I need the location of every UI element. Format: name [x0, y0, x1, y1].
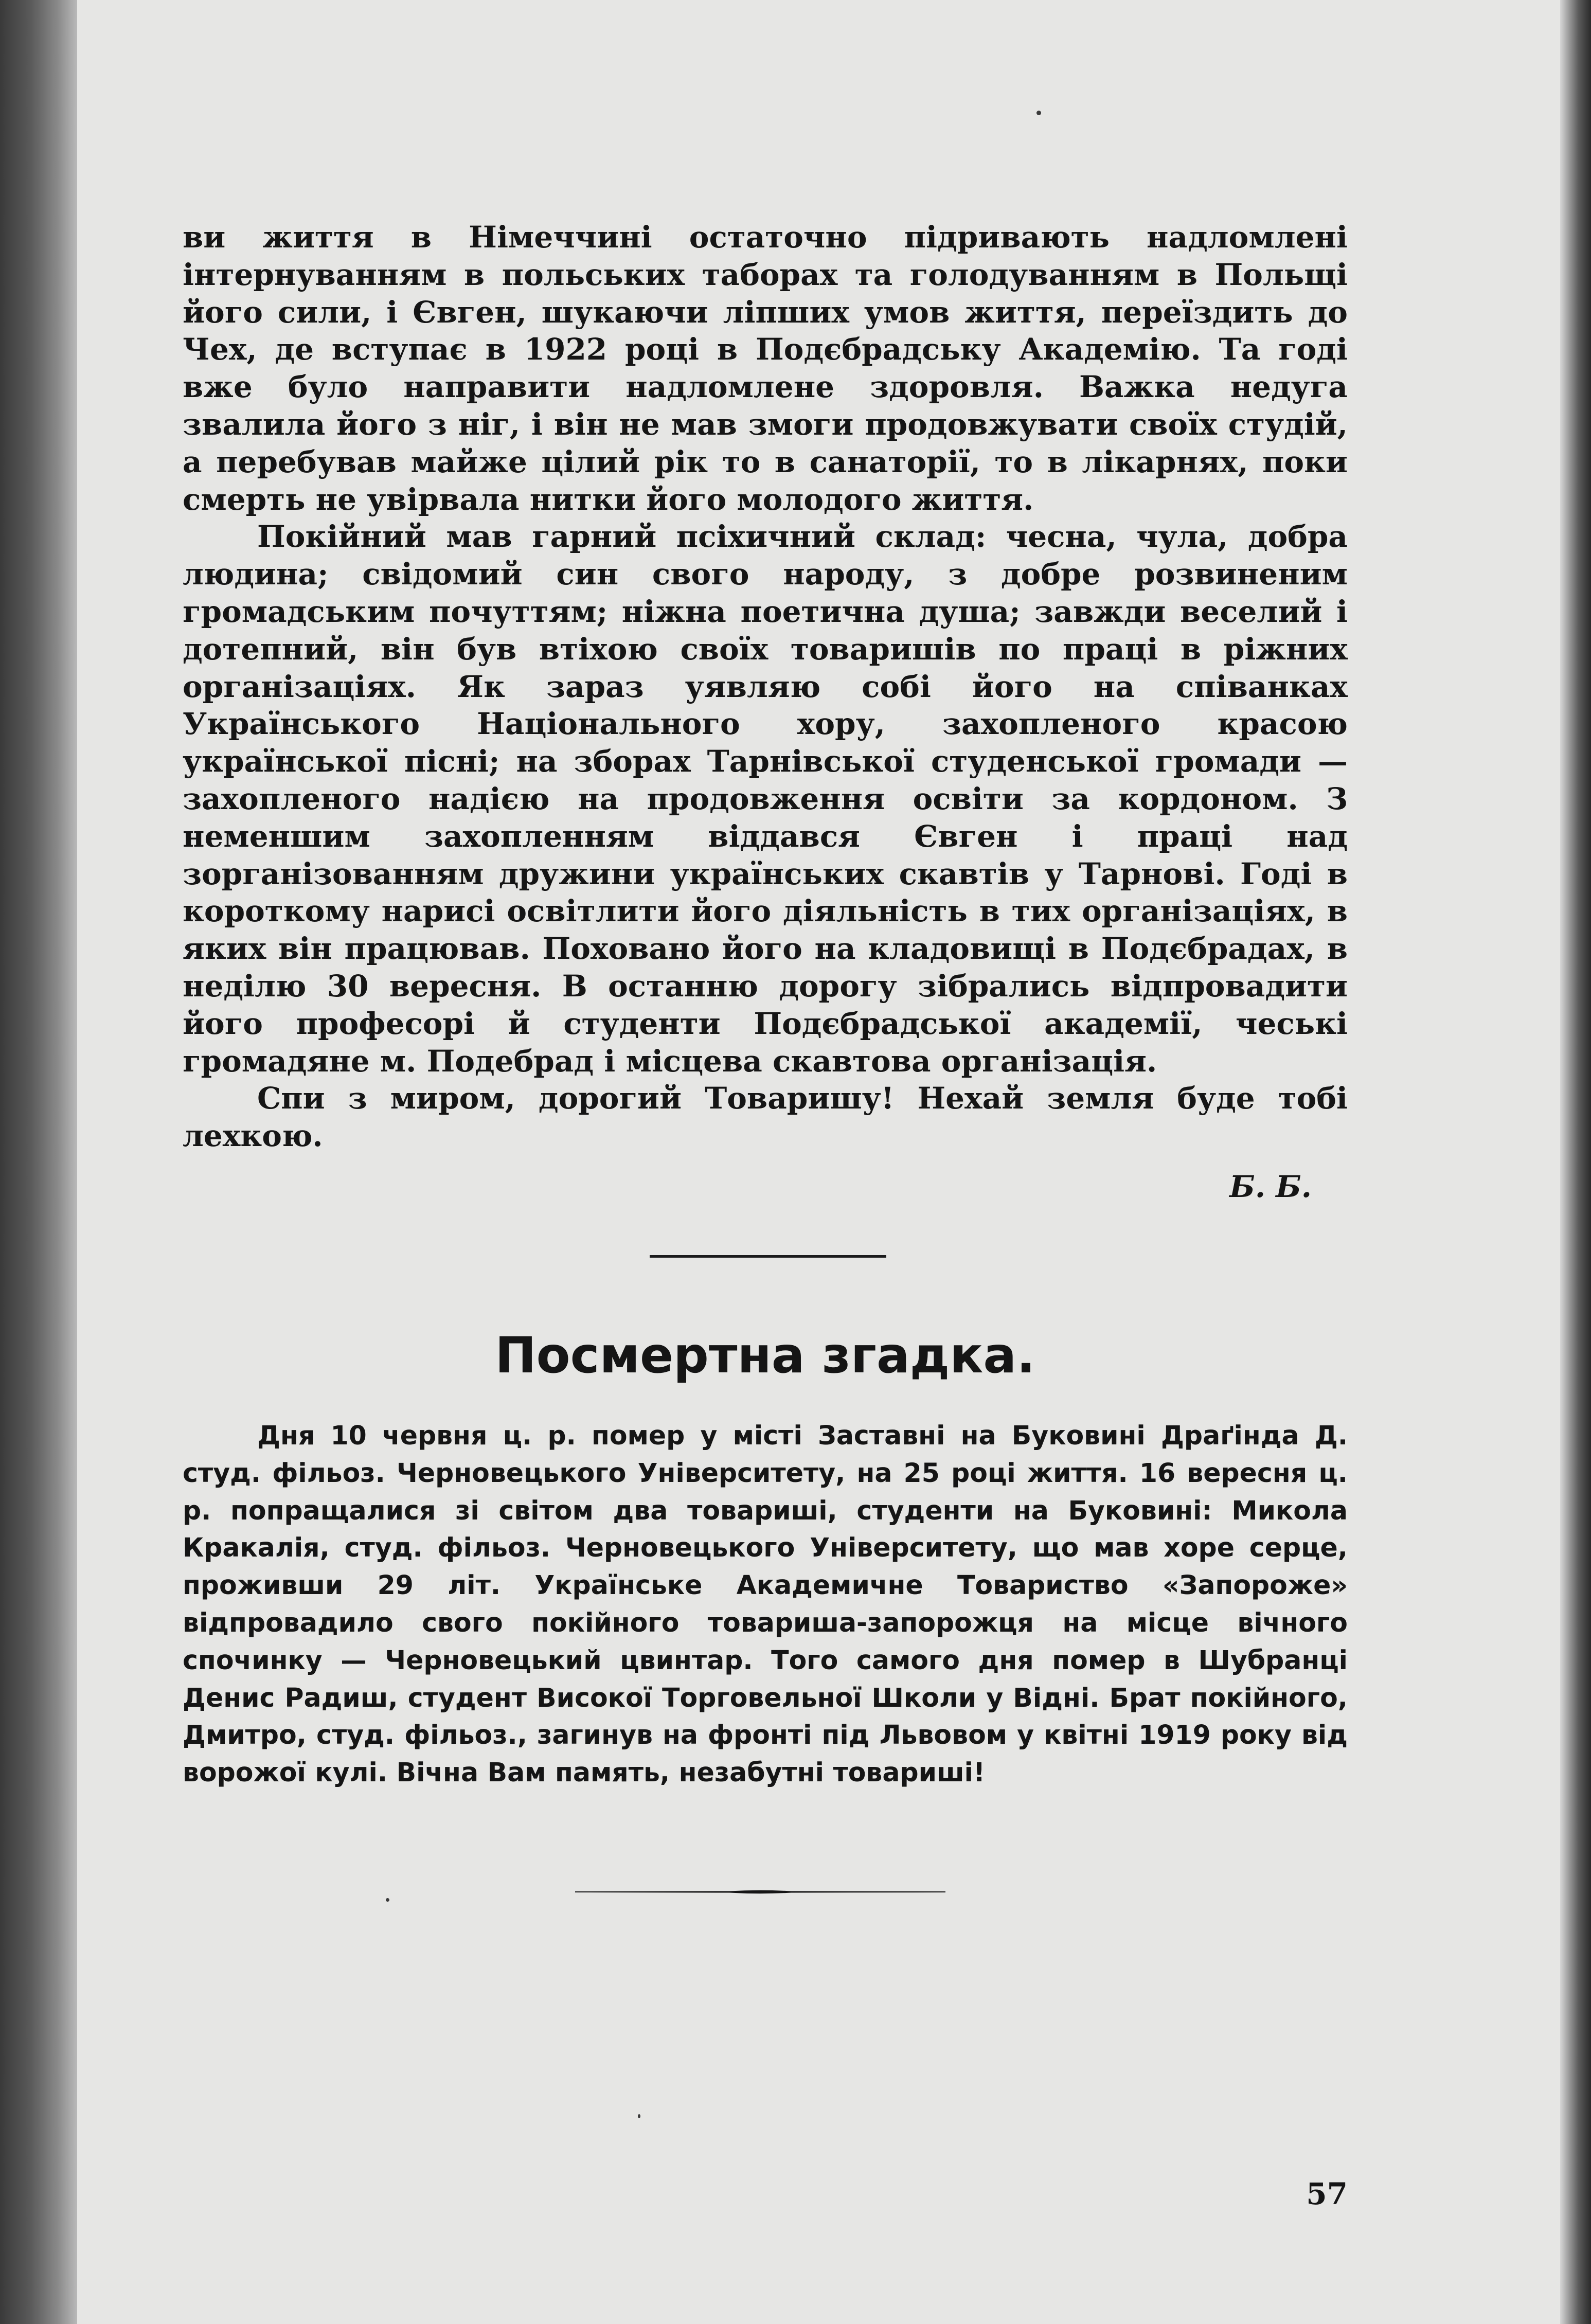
obituary-continuation	[183, 219, 1348, 1204]
obituary-paragraph-3: Спи з миром, дорогий Товаришу! Нехай земля буде тобі лехкою.	[183, 1081, 1348, 1154]
paper-speck	[386, 1898, 389, 1902]
book-page	[77, 0, 1560, 2324]
paper-speck	[638, 2114, 640, 2118]
memorial-notice	[183, 1417, 1348, 1792]
obituary-paragraph-1: ви життя в Німеччині остаточно підривають надломлені інтернуванням в польських таборах та голодуванням в Польщі його сили, і Євген, шукаючи ліпших умов життя, переїздить до Чех, де вступає в 1922 році в Подєбрадську Академію. Та годі вже було направити надломлене здоровля. Важка недуга звалила його з ніг, і він не мав змоги продовжувати своїх студій, а перебував майже цілий рік то в санаторії, то в лікарнях, поки смерть не увірвала нитки його молодого життя.	[183, 220, 1348, 517]
page-number: 57	[1306, 2176, 1348, 2211]
page-right-shadow-edge	[1560, 0, 1591, 2324]
end-ornament-rule	[575, 1889, 945, 1895]
memorial-paragraph: Дня 10 червня ц. р. помер у місті Заставні на Буковині Драґінда Д. студ. фільоз. Черновецького Університету, на 25 році життя. 16 вересня ц. р. попращалися зі світом два товариші, студенти на Буковині: Микола Кракалія, студ. фільоз. Черновецького Університету, що мав хоре серце, проживши 29 літ. Українське Академичне Товариство «Запороже» відпровадило свого покійного товариша-запорожця на місце вічного спочинку — Черновецький цвинтар. Того самого дня помер в Шубранці Денис Радиш, студент Високої Торговельної Школи у Відні. Брат покійного, Дмитро, студ. фільоз., загинув на фронті під Львовом у квітні 1919 року від ворожої кулі. Вічна Вам память, незабутні товариші!	[183, 1420, 1348, 1788]
book-binding-edge	[0, 0, 77, 2324]
section-title: Посмертна згадка.	[495, 1327, 1035, 1384]
author-signature: Б. Б.	[1229, 1169, 1312, 1204]
paper-speck	[1036, 111, 1041, 115]
end-ornament-swell-line	[575, 1889, 945, 1895]
obituary-paragraph-2: Покійний мав гарний псіхичний склад: чесна, чула, добра людина; свідомий син свого народу, з добре розвиненим громадським почуттям; ніжна поетична душа; завжди веселий і дотепний, він був втіхою своїх товаришів по праці в ріжних організаціях. Як зараз уявляю собі його на співанках Українського Національного хору, захопленого красою української пісні; на зборах Тарнівської студенської громади — захопленого надією на продовження освіти за кордоном. З неменшим захопленням віддався Євген і праці над зорганізованням дружини українських скавтів у Тарнові. Годі в короткому нарисі освітлити його діяльність в тих організаціях, в яких він працював. Поховано його на кладовищі в Подєбрадах, в неділю 30 вересня. В останню дорогу зібрались відпровадити його професорі й студенти Подєбрадської академії, чеські громадяне м. Подебрад і місцева скавтова організація.	[183, 519, 1348, 1079]
section-divider-rule	[650, 1255, 886, 1258]
